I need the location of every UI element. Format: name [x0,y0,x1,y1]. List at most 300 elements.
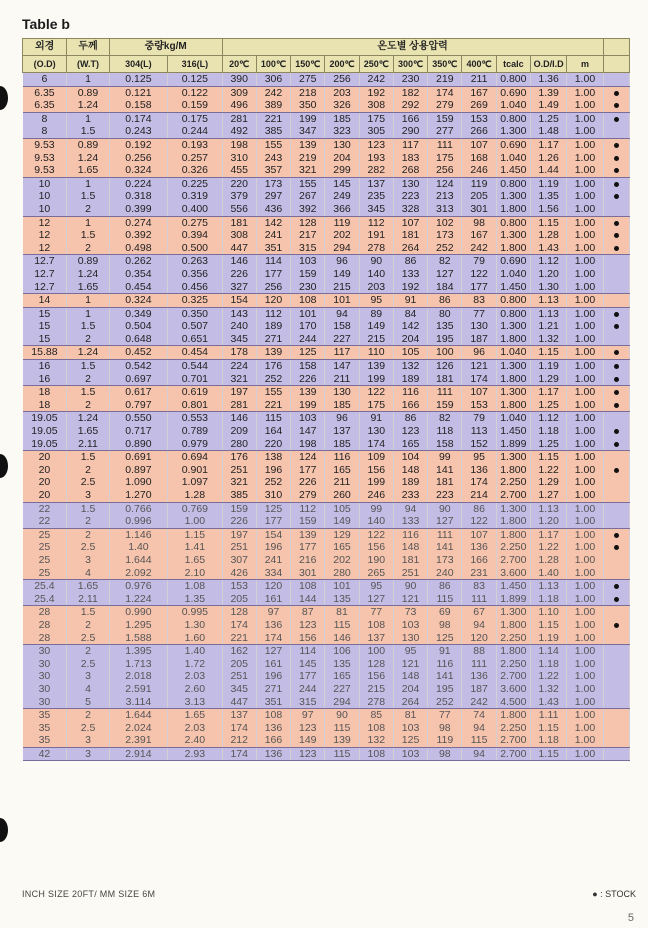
w316-cell: 0.801 [168,399,222,412]
pressure-100: 243 [256,152,290,165]
pressure-250: 128 [359,658,393,671]
table-row [23,541,630,554]
pressure-350: 159 [428,399,462,412]
pressure-20: 447 [222,242,256,255]
stock-cell [603,86,629,99]
table-row [23,464,630,477]
stock-cell [603,190,629,203]
stock-dot-icon [614,221,619,226]
m-cell: 1.00 [567,632,603,645]
w316-cell: 1.15 [168,528,222,541]
od-cell: 25 [23,528,67,541]
pressure-300: 103 [393,722,427,735]
tcalc-cell: 3.600 [496,683,530,696]
stock-dot-icon [614,442,619,447]
pressure-400: 67 [462,606,496,619]
table-row [23,554,630,567]
w316-cell: 0.901 [168,464,222,477]
pressure-20: 224 [222,360,256,373]
od-cell: 8 [23,112,67,125]
pressure-300: 183 [393,152,427,165]
od-cell: 19.05 [23,412,67,425]
od-cell: 35 [23,722,67,735]
w304-cell: 0.243 [109,125,167,138]
pressure-150: 125 [291,346,325,360]
stock-cell [603,125,629,138]
tcalc-cell: 0.800 [496,216,530,229]
pressure-300: 148 [393,464,427,477]
w316-cell: 1.65 [168,709,222,722]
stock-cell [603,632,629,645]
pressure-250: 156 [359,670,393,683]
od-cell: 22 [23,502,67,515]
pressure-350: 173 [428,554,462,567]
w304-cell: 0.498 [109,242,167,255]
w316-cell: 3.13 [168,696,222,709]
pressure-150: 315 [291,242,325,255]
pressure-350: 213 [428,190,462,203]
pressure-150: 149 [291,734,325,747]
stock-cell [603,567,629,580]
table-row [23,580,630,593]
pressure-150: 103 [291,412,325,425]
pressure-100: 120 [256,294,290,308]
pressure-200: 256 [325,73,359,87]
w316-cell: 0.544 [168,360,222,373]
pressure-350: 195 [428,683,462,696]
pressure-20: 280 [222,438,256,451]
table-row [23,242,630,255]
pressure-150: 347 [291,125,325,138]
pressure-350: 80 [428,307,462,320]
temp-header-7: 400℃ [462,56,496,73]
odid-cell: 1.22 [530,541,566,554]
odid-cell: 1.43 [530,242,566,255]
od-cell: 25 [23,567,67,580]
wt-cell: 2.5 [67,476,109,489]
pressure-20: 162 [222,645,256,658]
pressure-200: 101 [325,294,359,308]
pressure-300: 165 [393,438,427,451]
od-cell: 35 [23,734,67,747]
pressure-200: 227 [325,683,359,696]
od-cell: 15 [23,333,67,346]
pressure-300: 121 [393,658,427,671]
table-row [23,567,630,580]
pressure-300: 189 [393,373,427,386]
od-cell: 15 [23,320,67,333]
binder-hole-bottom [0,818,8,842]
m-cell: 1.00 [567,86,603,99]
table-row [23,177,630,190]
w316-cell: 0.350 [168,307,222,320]
pressure-20: 385 [222,489,256,502]
pressure-20: 308 [222,229,256,242]
tcalc-cell: 1.300 [496,320,530,333]
od-cell: 25.4 [23,580,67,593]
pressure-20: 226 [222,515,256,528]
w304-cell: 0.890 [109,438,167,451]
pressure-100: 256 [256,281,290,294]
pressure-250: 110 [359,346,393,360]
odid-cell: 1.12 [530,412,566,425]
w316-cell: 0.619 [168,386,222,399]
pressure-250: 85 [359,709,393,722]
odid-cell: 1.32 [530,333,566,346]
w304-cell: 0.648 [109,333,167,346]
pressure-350: 252 [428,696,462,709]
m-cell: 1.00 [567,216,603,229]
table-row [23,670,630,683]
pressure-150: 177 [291,541,325,554]
tcalc-cell: 0.690 [496,255,530,268]
odid-cell: 1.17 [530,386,566,399]
pressure-150: 244 [291,683,325,696]
odid-cell: 1.13 [530,580,566,593]
pressure-250: 89 [359,307,393,320]
pressure-400: 205 [462,190,496,203]
wt-cell: 1.65 [67,164,109,177]
w316-cell: 0.319 [168,190,222,203]
wt-cell: 1.5 [67,502,109,515]
w304-cell: 1.395 [109,645,167,658]
pressure-100: 155 [256,386,290,399]
pressure-400: 111 [462,658,496,671]
wt-cell: 1.5 [67,360,109,373]
table-row [23,255,630,268]
pressure-400: 187 [462,683,496,696]
pressure-20: 226 [222,268,256,281]
pressure-20: 220 [222,177,256,190]
pressure-150: 145 [291,658,325,671]
pressure-350: 175 [428,152,462,165]
m-cell: 1.00 [567,541,603,554]
wt-cell: 1.5 [67,451,109,464]
pressure-350: 111 [428,528,462,541]
pressure-200: 165 [325,541,359,554]
wt-cell: 1.5 [67,190,109,203]
pressure-350: 181 [428,373,462,386]
m-cell: 1.00 [567,554,603,567]
table-row [23,502,630,515]
odid-cell: 1.15 [530,346,566,360]
pressure-150: 159 [291,268,325,281]
pressure-300: 292 [393,99,427,112]
pressure-350: 119 [428,734,462,747]
pressure-200: 115 [325,747,359,761]
pressure-250: 203 [359,281,393,294]
w304-cell: 0.224 [109,177,167,190]
pressure-250: 95 [359,294,393,308]
w304-cell: 1.224 [109,593,167,606]
tcalc-cell: 1.800 [496,373,530,386]
odid-cell: 1.29 [530,373,566,386]
w304-cell: 0.399 [109,203,167,216]
tcalc-cell: 1.300 [496,190,530,203]
stock-dot-icon [614,168,619,173]
pressure-100: 196 [256,541,290,554]
pressure-300: 328 [393,203,427,216]
pressure-400: 107 [462,138,496,151]
m-cell: 1.00 [567,515,603,528]
pressure-100: 176 [256,360,290,373]
temp-header-ko: 온도별 상용압력 [222,39,603,56]
pressure-400: 113 [462,425,496,438]
wt-cell: 2 [67,373,109,386]
pressure-350: 195 [428,333,462,346]
pressure-300: 192 [393,281,427,294]
pressure-20: 178 [222,346,256,360]
w316-cell: 1.41 [168,541,222,554]
stock-cell [603,99,629,112]
m-cell: 1.00 [567,138,603,151]
pressure-250: 246 [359,489,393,502]
pressure-250: 108 [359,722,393,735]
odid-cell: 1.17 [530,528,566,541]
wt-cell: 2.5 [67,658,109,671]
w304-cell: 0.121 [109,86,167,99]
wt-cell: 1.65 [67,281,109,294]
pressure-150: 199 [291,112,325,125]
pressure-250: 199 [359,476,393,489]
wt-cell: 2 [67,333,109,346]
temp-header-3: 200℃ [325,56,359,73]
pressure-250: 199 [359,373,393,386]
pressure-250: 123 [359,138,393,151]
od-cell: 30 [23,670,67,683]
pressure-350: 135 [428,320,462,333]
pressure-300: 204 [393,333,427,346]
stock-dot-icon [614,103,619,108]
w304-cell: 0.766 [109,502,167,515]
tcalc-cell: 2.700 [496,747,530,761]
pressure-20: 221 [222,632,256,645]
tcalc-cell: 1.800 [496,399,530,412]
odid-cell: 1.30 [530,281,566,294]
pressure-400: 166 [462,554,496,567]
stock-cell [603,386,629,399]
od-cell: 25 [23,541,67,554]
od-cell: 18 [23,399,67,412]
m-cell: 1.00 [567,580,603,593]
pressure-400: 168 [462,152,496,165]
pressure-350: 174 [428,86,462,99]
w316-header: 316(L) [168,56,222,73]
odid-cell: 1.13 [530,307,566,320]
stock-header [603,56,629,73]
stock-cell [603,619,629,632]
pressure-250: 174 [359,438,393,451]
od-cell: 10 [23,190,67,203]
table-row [23,268,630,281]
pressure-400: 94 [462,722,496,735]
wt-cell: 3 [67,747,109,761]
odid-cell: 1.36 [530,73,566,87]
stock-cell [603,515,629,528]
table-row [23,333,630,346]
wt-cell: 1.5 [67,386,109,399]
pressure-350: 99 [428,451,462,464]
tcalc-cell: 2.700 [496,734,530,747]
wt-cell: 4 [67,567,109,580]
stock-cell [603,476,629,489]
w304-cell: 0.256 [109,152,167,165]
pressure-250: 122 [359,528,393,541]
table-row [23,99,630,112]
table-row [23,722,630,735]
wt-cell: 2.11 [67,593,109,606]
pressure-250: 127 [359,593,393,606]
pressure-350: 159 [428,112,462,125]
pressure-250: 305 [359,125,393,138]
pressure-20: 251 [222,464,256,477]
stock-cell [603,670,629,683]
pressure-20: 556 [222,203,256,216]
pressure-100: 155 [256,138,290,151]
pressure-150: 170 [291,320,325,333]
pressure-20: 154 [222,294,256,308]
od-cell: 8 [23,125,67,138]
pressure-100: 221 [256,112,290,125]
stock-dot-icon [614,377,619,382]
pressure-400: 98 [462,216,496,229]
od-cell: 12.7 [23,255,67,268]
w316-cell: 1.60 [168,632,222,645]
tcalc-cell: 0.800 [496,112,530,125]
pressure-200: 96 [325,255,359,268]
pressure-200: 227 [325,333,359,346]
odid-cell: 1.18 [530,734,566,747]
pressure-200: 185 [325,438,359,451]
tcalc-cell: 2.250 [496,541,530,554]
pressure-350: 77 [428,709,462,722]
w316-cell: 0.500 [168,242,222,255]
w304-cell: 0.504 [109,320,167,333]
w316-cell: 0.275 [168,216,222,229]
table-row [23,593,630,606]
table-row [23,489,630,502]
pressure-20: 174 [222,722,256,735]
pressure-150: 315 [291,696,325,709]
stock-dot-icon [614,584,619,589]
pressure-250: 175 [359,112,393,125]
pressure-20: 209 [222,425,256,438]
pressure-20: 146 [222,255,256,268]
m-cell: 1.00 [567,502,603,515]
temp-header-0: 20℃ [222,56,256,73]
pressure-200: 149 [325,515,359,528]
pressure-250: 91 [359,412,393,425]
w304-cell: 0.354 [109,268,167,281]
m-cell: 1.00 [567,451,603,464]
table-row [23,709,630,722]
w304-cell: 1.713 [109,658,167,671]
pressure-100: 136 [256,747,290,761]
stock-cell [603,242,629,255]
w316-cell: 2.03 [168,670,222,683]
pressure-100: 252 [256,373,290,386]
pressure-20: 153 [222,580,256,593]
od-cell: 9.53 [23,138,67,151]
pressure-350: 98 [428,722,462,735]
wt-cell: 3 [67,554,109,567]
stock-cell [603,554,629,567]
pressure-350: 118 [428,425,462,438]
pressure-400: 107 [462,528,496,541]
pressure-20: 327 [222,281,256,294]
pressure-100: 173 [256,177,290,190]
pressure-200: 130 [325,138,359,151]
pressure-300: 130 [393,177,427,190]
odid-cell: 1.25 [530,438,566,451]
table-row [23,86,630,99]
pressure-100: 154 [256,528,290,541]
pressure-100: 177 [256,515,290,528]
od-cell: 28 [23,632,67,645]
pressure-100: 139 [256,346,290,360]
pressure-350: 111 [428,386,462,399]
stock-cell [603,606,629,619]
temp-header-1: 100℃ [256,56,290,73]
w304-cell: 0.349 [109,307,167,320]
pressure-100: 351 [256,696,290,709]
wt-cell: 2.5 [67,632,109,645]
od-cell: 35 [23,709,67,722]
pressure-100: 351 [256,242,290,255]
w316-cell: 0.769 [168,502,222,515]
wt-cell: 1.24 [67,268,109,281]
wt-cell: 1.5 [67,606,109,619]
tcalc-cell: 2.250 [496,632,530,645]
pressure-300: 73 [393,606,427,619]
pressure-350: 100 [428,346,462,360]
pressure-250: 242 [359,73,393,87]
pressure-20: 345 [222,333,256,346]
pressure-400: 95 [462,451,496,464]
pressure-200: 129 [325,528,359,541]
pressure-400: 187 [462,333,496,346]
w304-cell: 2.092 [109,567,167,580]
table-row [23,229,630,242]
pressure-150: 230 [291,281,325,294]
wt-cell: 1 [67,216,109,229]
stock-dot-icon [614,533,619,538]
pressure-350: 69 [428,606,462,619]
table-row [23,216,630,229]
table-row [23,425,630,438]
wt-cell: 2 [67,242,109,255]
pressure-250: 175 [359,399,393,412]
binder-hole-top [0,86,8,110]
pressure-200: 135 [325,658,359,671]
pressure-100: 242 [256,86,290,99]
table-row [23,451,630,464]
pressure-20: 174 [222,747,256,761]
pressure-200: 323 [325,125,359,138]
wt-cell: 2.11 [67,438,109,451]
stock-cell [603,373,629,386]
pressure-350: 252 [428,242,462,255]
table-row [23,373,630,386]
pressure-20: 492 [222,125,256,138]
table-row [23,294,630,308]
pressure-150: 216 [291,554,325,567]
pressure-350: 127 [428,268,462,281]
pressure-200: 165 [325,464,359,477]
m-cell: 1.00 [567,489,603,502]
od-cell: 18 [23,386,67,399]
pressure-200: 165 [325,670,359,683]
